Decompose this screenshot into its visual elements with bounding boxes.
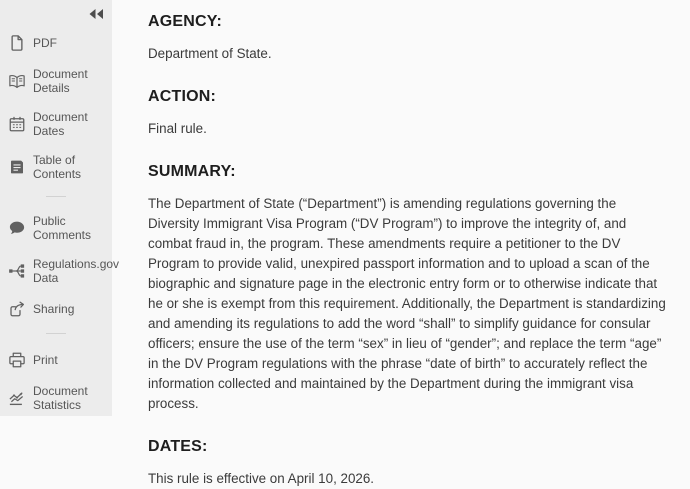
sidebar-item-label: Public Comments — [33, 214, 92, 242]
sidebar-item-label: Document Dates — [33, 110, 88, 138]
printer-icon — [8, 351, 26, 369]
sidebar-item-regulations-gov-data[interactable] — [0, 257, 120, 285]
sidebar-item-label: Table of Contents — [33, 153, 82, 181]
sidebar-item-public-comments[interactable] — [0, 214, 112, 242]
open-book-icon — [8, 72, 26, 90]
pdf-file-icon — [8, 34, 26, 52]
data-branch-icon — [8, 262, 26, 280]
collapse-sidebar-icon[interactable] — [88, 8, 104, 20]
share-icon — [8, 300, 26, 318]
document-content — [112, 0, 690, 486]
sidebar-item-table-of-contents[interactable] — [0, 153, 112, 181]
speech-bubble-icon — [8, 219, 26, 237]
dates-body: This rule is effective on April 10, 2026. — [148, 471, 375, 486]
contents-page-icon — [8, 158, 26, 176]
sidebar-item-label: Document Details — [33, 67, 88, 95]
sidebar-item-document-statistics[interactable] — [0, 384, 112, 412]
sidebar-item-document-details[interactable] — [0, 67, 112, 95]
agency-body: Department of State. — [148, 46, 272, 61]
sidebar-item-label: Sharing — [33, 302, 75, 316]
line-chart-icon — [8, 389, 26, 407]
sidebar-item-pdf[interactable] — [0, 34, 112, 52]
action-heading: ACTION: — [148, 88, 217, 105]
sidebar-divider — [46, 196, 66, 197]
sidebar-collapse-row — [0, 8, 112, 20]
action-body: Final rule. — [148, 121, 207, 136]
summary-body: The Department of State (“Department”) is amending regulations governing the Diversity Immigrant Visa Program (“DV Program”) to improve the integrity of, and combat fraud in, the program. These amendments require a petitioner to the DV Program to provide valid, unexpired passport information and to upload a scan of the biographic and signature page in the electronic entry form or to otherwise indicate that he or she is exempt from this requirement. Additionally, the Department is standardizing and amending its regulations to add the word “shall” to simplify guidance for consular officers; ensure the use of the term “sex” in lieu of “gender”; and replace the term “age” in the DV Program regulations with the phrase “date of birth” to accurately reflect the information collected and maintained by the Department during the immigrant visa process. — [148, 196, 666, 411]
sidebar-item-document-dates[interactable] — [0, 110, 112, 138]
summary-heading: SUMMARY: — [148, 163, 236, 180]
calendar-icon — [8, 115, 26, 133]
dates-heading: DATES: — [148, 438, 208, 455]
tools-sidebar — [0, 0, 120, 416]
agency-heading: AGENCY: — [148, 13, 222, 30]
sidebar-item-print[interactable] — [0, 351, 112, 369]
sidebar-item-label: Document Statistics — [33, 384, 88, 412]
sidebar-item-label: PDF — [33, 36, 57, 50]
sidebar-item-sharing[interactable] — [0, 300, 112, 318]
sidebar-item-label: Print — [33, 353, 58, 367]
sidebar-item-label: Regulations.gov Data — [33, 257, 120, 285]
sidebar-divider — [46, 333, 66, 334]
